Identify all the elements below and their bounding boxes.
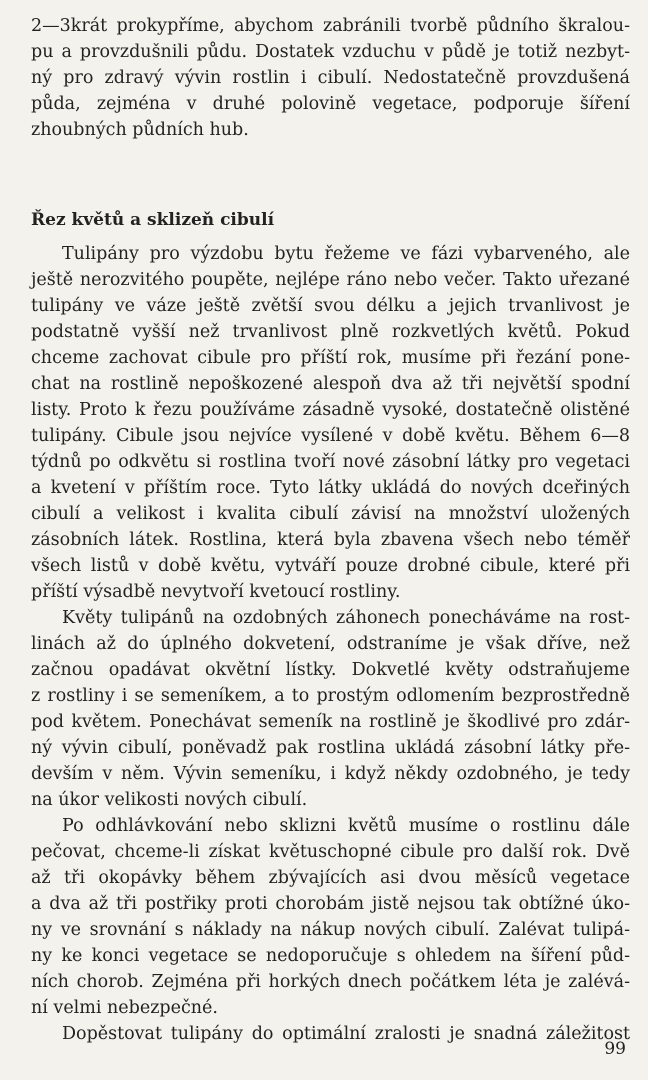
paragraph-line: z rostliny i se semeníkem, a to prostým odlomením bezprostředně	[31, 686, 630, 706]
paragraph-line: Tulipány pro výzdobu bytu řežeme ve fázi vybarveného, ale	[62, 244, 630, 264]
paragraph-line: na úkor velikosti nových cibulí.	[31, 790, 308, 810]
paragraph-line: pod květem. Ponechávat semeník na rostlině je škodlivé pro zdár-	[31, 712, 630, 732]
paragraph-line: ních chorob. Zejména při horkých dnech počátkem léta je zalévá-	[31, 972, 630, 992]
paragraph-line: ny ke konci vegetace se nedoporučuje s ohledem na šíření půd-	[31, 946, 630, 966]
paragraph-line: Po odhlávkování nebo sklizni květů musíme o rostlinu dále	[62, 816, 630, 836]
paragraph-line: devším v něm. Vývin semeníku, i když někdy ozdobného, je tedy	[31, 764, 630, 784]
paragraph-line: chat na rostlině nepoškozené alespoň dva až tři největší spodní	[31, 374, 630, 394]
intro-line: půda, zejména v druhé polovině vegetace, podporuje šíření	[31, 94, 630, 114]
paragraph-line: linách až do úplného dokvetení, odstraníme je však dříve, než	[31, 634, 630, 654]
paragraph-line: ny ve srovnání s náklady na nákup nových cibulí. Zalévat tulipá-	[31, 920, 630, 940]
paragraph-line: listy. Proto k řezu používáme zásadně vysoké, dostatečně olistěné	[31, 400, 630, 420]
intro-line: ný pro zdravý vývin rostlin i cibulí. Nedostatečně provzdušená	[31, 68, 630, 88]
intro-line: 2—3krát prokypříme, abychom zabránili tvorbě půdního škralou-	[31, 16, 630, 36]
intro-line: pu a provzdušnili půdu. Dostatek vzduchu v půdě je totiž nezbyt-	[31, 42, 630, 62]
paragraph-line: ný vývin cibulí, poněvadž pak rostlina ukládá zásobní látky pře-	[31, 738, 630, 758]
paragraph-line: tulipány ve váze ještě zvětší svou délku a jejich trvanlivost je	[31, 296, 630, 316]
paragraph-line: Dopěstovat tulipány do optimální zralosti je snadná záležitost	[62, 1024, 630, 1044]
paragraph-line: a kvetení v příštím roce. Tyto látky ukládá do nových dceřiných	[31, 478, 630, 498]
paragraph-line: ní velmi nebezpečné.	[31, 998, 218, 1018]
paragraph-line: cibulí a velikost i kvalita cibulí závisí na množství uložených	[31, 504, 630, 524]
paragraph-line: až tři okopávky během zbývajících asi dvou měsíců vegetace	[31, 868, 630, 888]
paragraph-line: pečovat, chceme-li získat květuschopné cibule pro další rok. Dvě	[31, 842, 630, 862]
section-heading: Řez květů a sklizeň cibulí	[31, 210, 275, 230]
paragraph-line: začnou opadávat okvětní lístky. Dokvetlé květy odstraňujeme	[31, 660, 630, 680]
intro-line: zhoubných půdních hub.	[31, 120, 249, 140]
paragraph-line: tulipány. Cibule jsou nejvíce vysílené v době květu. Během 6—8	[31, 426, 630, 446]
paragraph-line: příští výsadbě nevytvoří kvetoucí rostliny.	[31, 582, 401, 602]
paragraph-line: Květy tulipánů na ozdobných záhonech ponecháváme na rost-	[62, 608, 630, 628]
paragraph-line: podstatně vyšší než trvanlivost plně rozkvetlých květů. Pokud	[31, 322, 630, 342]
paragraph-line: a dva až tři postřiky proti chorobám jistě nejsou tak obtížné úko-	[31, 894, 630, 914]
paragraph-line: týdnů po odkvětu si rostlina tvoří nové zásobní látky pro vegetaci	[31, 452, 630, 472]
paragraph-line: ještě nerozvitého poupěte, nejlépe ráno nebo večer. Takto uřezané	[31, 270, 630, 290]
paragraph-line: všech listů v době květu, vytváří pouze drobné cibule, které při	[31, 556, 630, 576]
paragraph-line: zásobních látek. Rostlina, která byla zbavena všech nebo téměř	[31, 530, 630, 550]
page-number: 99	[604, 1039, 626, 1059]
paragraph-line: chceme zachovat cibule pro příští rok, musíme při řezání pone-	[31, 348, 630, 368]
